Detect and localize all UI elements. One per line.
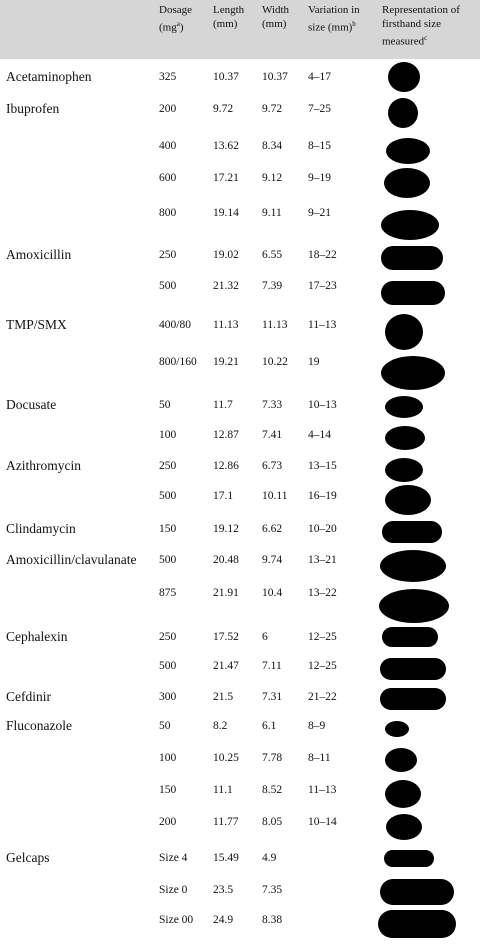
length-cell: 11.13 bbox=[213, 319, 239, 331]
width-cell: 11.13 bbox=[262, 319, 288, 331]
length-cell: 19.14 bbox=[213, 207, 239, 219]
dosage-cell: 500 bbox=[159, 280, 177, 292]
length-cell: 17.21 bbox=[213, 172, 239, 184]
dosage-cell: Size 0 bbox=[159, 884, 188, 896]
dosage-cell: Size 4 bbox=[159, 852, 188, 864]
length-cell: 21.32 bbox=[213, 280, 239, 292]
drug-name: Amoxicillin/clavulanate bbox=[6, 552, 137, 567]
width-cell: 8.38 bbox=[262, 914, 283, 926]
length-cell: 19.21 bbox=[213, 356, 239, 368]
variation-cell: 17–23 bbox=[308, 280, 337, 292]
pill-shape-capsule bbox=[380, 658, 446, 680]
pill-shape-round bbox=[388, 62, 420, 92]
dosage-cell: 500 bbox=[159, 660, 177, 672]
dosage-cell: 150 bbox=[159, 523, 177, 535]
dosage-cell: 50 bbox=[159, 720, 171, 732]
table-header bbox=[0, 0, 480, 59]
variation-cell: 12–25 bbox=[308, 631, 337, 643]
pill-shape-oval bbox=[385, 396, 423, 418]
variation-cell: 11–13 bbox=[308, 319, 337, 331]
variation-cell: 13–21 bbox=[308, 554, 337, 566]
pill-shape-oval bbox=[381, 356, 445, 390]
pill-shape-oval bbox=[386, 814, 422, 840]
length-cell: 15.49 bbox=[213, 852, 239, 864]
width-cell: 7.78 bbox=[262, 752, 283, 764]
header-length: Length (mm) bbox=[213, 4, 245, 30]
length-cell: 12.86 bbox=[213, 460, 239, 472]
pill-shape-oval bbox=[385, 748, 417, 772]
pill-shape-oval bbox=[385, 780, 421, 808]
dosage-cell: 300 bbox=[159, 691, 177, 703]
dosage-cell: 250 bbox=[159, 460, 177, 472]
length-cell: 13.62 bbox=[213, 140, 239, 152]
length-cell: 11.77 bbox=[213, 816, 239, 828]
variation-cell: 10–14 bbox=[308, 816, 337, 828]
header-width: Width (mm) bbox=[262, 4, 290, 30]
width-cell: 8.05 bbox=[262, 816, 283, 828]
pill-shape-capsule bbox=[381, 281, 445, 305]
variation-cell: 16–19 bbox=[308, 490, 337, 502]
pill-shape-oval bbox=[386, 138, 430, 164]
pill-shape-round bbox=[385, 314, 423, 350]
width-cell: 10.11 bbox=[262, 490, 288, 502]
variation-cell: 4–17 bbox=[308, 71, 331, 83]
width-cell: 4.9 bbox=[262, 852, 277, 864]
variation-cell: 8–15 bbox=[308, 140, 331, 152]
pill-shape-oval bbox=[380, 550, 446, 582]
width-cell: 7.35 bbox=[262, 884, 283, 896]
variation-cell: 9–21 bbox=[308, 207, 331, 219]
variation-cell: 19 bbox=[308, 356, 320, 368]
variation-cell: 9–19 bbox=[308, 172, 331, 184]
dosage-cell: 875 bbox=[159, 587, 177, 599]
variation-cell: 13–15 bbox=[308, 460, 337, 472]
variation-cell: 8–9 bbox=[308, 720, 326, 732]
drug-name: Cephalexin bbox=[6, 629, 68, 644]
drug-name: Cefdinir bbox=[6, 689, 51, 704]
width-cell: 8.34 bbox=[262, 140, 283, 152]
dosage-cell: 50 bbox=[159, 399, 171, 411]
dosage-cell: 600 bbox=[159, 172, 177, 184]
variation-cell: 4–14 bbox=[308, 429, 331, 441]
width-cell: 9.74 bbox=[262, 554, 283, 566]
length-cell: 21.91 bbox=[213, 587, 239, 599]
dosage-cell: 100 bbox=[159, 752, 177, 764]
length-cell: 11.1 bbox=[213, 784, 233, 796]
variation-cell: 7–25 bbox=[308, 103, 331, 115]
pill-shape-oval bbox=[384, 168, 430, 198]
dosage-cell: 500 bbox=[159, 490, 177, 502]
length-cell: 21.5 bbox=[213, 691, 234, 703]
drug-name: Azithromycin bbox=[6, 458, 81, 473]
pill-shape-oval bbox=[379, 589, 449, 623]
dosage-cell: 100 bbox=[159, 429, 177, 441]
pill-shape-capsule bbox=[382, 627, 438, 647]
width-cell: 9.12 bbox=[262, 172, 283, 184]
dosage-cell: 200 bbox=[159, 816, 177, 828]
length-cell: 21.47 bbox=[213, 660, 239, 672]
width-cell: 10.4 bbox=[262, 587, 283, 599]
dosage-cell: 325 bbox=[159, 71, 177, 83]
length-cell: 8.2 bbox=[213, 720, 228, 732]
header-representation: Representation of firsthand size measured$^c$ bbox=[382, 4, 460, 48]
variation-cell: 18–22 bbox=[308, 249, 337, 261]
dosage-cell: 500 bbox=[159, 554, 177, 566]
width-cell: 7.11 bbox=[262, 660, 282, 672]
length-cell: 17.52 bbox=[213, 631, 239, 643]
length-cell: 11.7 bbox=[213, 399, 233, 411]
drug-name: Fluconazole bbox=[6, 718, 72, 733]
header-dosage: Dosage $(mg^a)$ bbox=[159, 4, 192, 34]
dosage-cell: 400/80 bbox=[159, 319, 191, 331]
length-cell: 17.1 bbox=[213, 490, 234, 502]
length-cell: 19.12 bbox=[213, 523, 239, 535]
length-cell: 19.02 bbox=[213, 249, 239, 261]
length-cell: 9.72 bbox=[213, 103, 234, 115]
width-cell: 7.39 bbox=[262, 280, 283, 292]
drug-name: TMP/SMX bbox=[6, 317, 67, 332]
width-cell: 6.55 bbox=[262, 249, 283, 261]
pill-shape-capsule bbox=[380, 879, 454, 905]
dosage-cell: 150 bbox=[159, 784, 177, 796]
length-cell: 23.5 bbox=[213, 884, 234, 896]
pill-shape-capsule bbox=[380, 688, 446, 710]
width-cell: 6.62 bbox=[262, 523, 283, 535]
width-cell: 9.72 bbox=[262, 103, 283, 115]
variation-cell: 11–13 bbox=[308, 784, 337, 796]
variation-cell: 21–22 bbox=[308, 691, 337, 703]
pill-shape-capsule bbox=[384, 850, 434, 867]
dosage-cell: 800/160 bbox=[159, 356, 197, 368]
dosage-cell: 800 bbox=[159, 207, 177, 219]
variation-cell: 13–22 bbox=[308, 587, 337, 599]
drug-name: Clindamycin bbox=[6, 521, 76, 536]
pill-shape-capsule bbox=[381, 246, 443, 270]
variation-cell: 8–11 bbox=[308, 752, 331, 764]
width-cell: 6.73 bbox=[262, 460, 283, 472]
pill-shape-capsule bbox=[378, 910, 456, 938]
pill-shape-oval bbox=[385, 485, 431, 515]
pill-shape-round bbox=[385, 721, 409, 737]
pill-shape-capsule bbox=[382, 521, 442, 543]
width-cell: 10.37 bbox=[262, 71, 288, 83]
length-cell: 10.37 bbox=[213, 71, 239, 83]
drug-name: Gelcaps bbox=[6, 850, 50, 865]
drug-name: Acetaminophen bbox=[6, 69, 92, 84]
length-cell: 20.48 bbox=[213, 554, 239, 566]
width-cell: 6.1 bbox=[262, 720, 277, 732]
variation-cell: 12–25 bbox=[308, 660, 337, 672]
header-variation: Variation in size (mm)$^b$ bbox=[308, 4, 360, 34]
dosage-cell: 200 bbox=[159, 103, 177, 115]
drug-name: Ibuprofen bbox=[6, 101, 60, 116]
drug-name: Amoxicillin bbox=[6, 247, 72, 262]
width-cell: 10.22 bbox=[262, 356, 288, 368]
variation-cell: 10–13 bbox=[308, 399, 337, 411]
length-cell: 24.9 bbox=[213, 914, 234, 926]
length-cell: 12.87 bbox=[213, 429, 239, 441]
dosage-cell: 250 bbox=[159, 249, 177, 261]
width-cell: 7.33 bbox=[262, 399, 283, 411]
length-cell: 10.25 bbox=[213, 752, 239, 764]
drug-name: Docusate bbox=[6, 397, 57, 412]
pill-shape-round bbox=[388, 98, 418, 128]
dosage-cell: 400 bbox=[159, 140, 177, 152]
pill-shape-oval bbox=[385, 426, 425, 450]
dosage-cell: 250 bbox=[159, 631, 177, 643]
dosage-cell: Size 00 bbox=[159, 914, 194, 926]
width-cell: 6 bbox=[262, 631, 268, 643]
width-cell: 7.41 bbox=[262, 429, 283, 441]
width-cell: 8.52 bbox=[262, 784, 283, 796]
variation-cell: 10–20 bbox=[308, 523, 337, 535]
pill-shape-oval bbox=[385, 458, 423, 482]
width-cell: 9.11 bbox=[262, 207, 282, 219]
pill-shape-oval bbox=[381, 210, 439, 240]
width-cell: 7.31 bbox=[262, 691, 283, 703]
